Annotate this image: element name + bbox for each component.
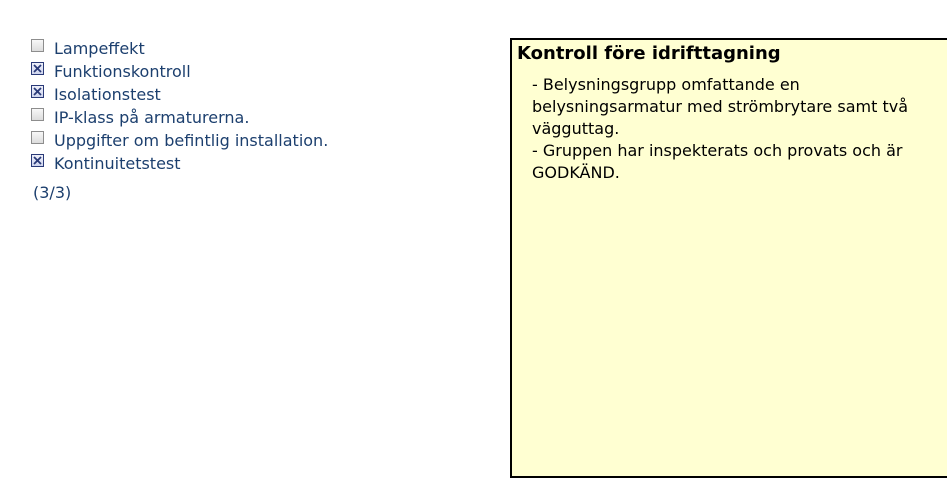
checkmark-icon	[32, 86, 43, 97]
panel-body	[532, 74, 942, 184]
panel-title: Kontroll före idrifttagning	[517, 43, 781, 64]
checkbox-item-lampeffekt[interactable]	[31, 38, 328, 61]
checkmark-icon	[32, 155, 43, 166]
checkbox-label: Lampeffekt	[54, 39, 145, 58]
checkbox-item-ip-klass[interactable]	[31, 107, 328, 130]
checkbox-item-uppgifter[interactable]	[31, 130, 328, 153]
checkbox[interactable]	[31, 108, 44, 121]
checkbox[interactable]	[31, 85, 44, 98]
checkbox[interactable]	[31, 131, 44, 144]
checkbox-label: Uppgifter om befintlig installation.	[54, 131, 329, 150]
checkbox-item-isolationstest[interactable]	[31, 84, 328, 107]
info-panel	[510, 38, 947, 478]
checkbox-label: Kontinuitetstest	[54, 154, 181, 173]
checkbox-item-funktionskontroll[interactable]	[31, 61, 328, 84]
checkbox-label: IP-klass på armaturerna.	[54, 108, 250, 127]
checkbox-item-kontinuitetstest[interactable]	[31, 153, 328, 176]
checkbox-label: Funktionskontroll	[54, 62, 191, 81]
checkmark-icon	[32, 63, 43, 74]
checkbox-label: Isolationstest	[54, 85, 161, 104]
checkbox[interactable]	[31, 62, 44, 75]
checked-counter: (3/3)	[33, 183, 72, 202]
panel-line: - Gruppen har inspekterats och provats och är GODKÄND.	[532, 141, 903, 182]
checkbox[interactable]	[31, 154, 44, 167]
checkbox[interactable]	[31, 39, 44, 52]
panel-line: - Belysningsgrupp omfattande en belysningsarmatur med strömbrytare samt två vägguttag.	[532, 75, 908, 138]
checklist	[31, 38, 328, 176]
